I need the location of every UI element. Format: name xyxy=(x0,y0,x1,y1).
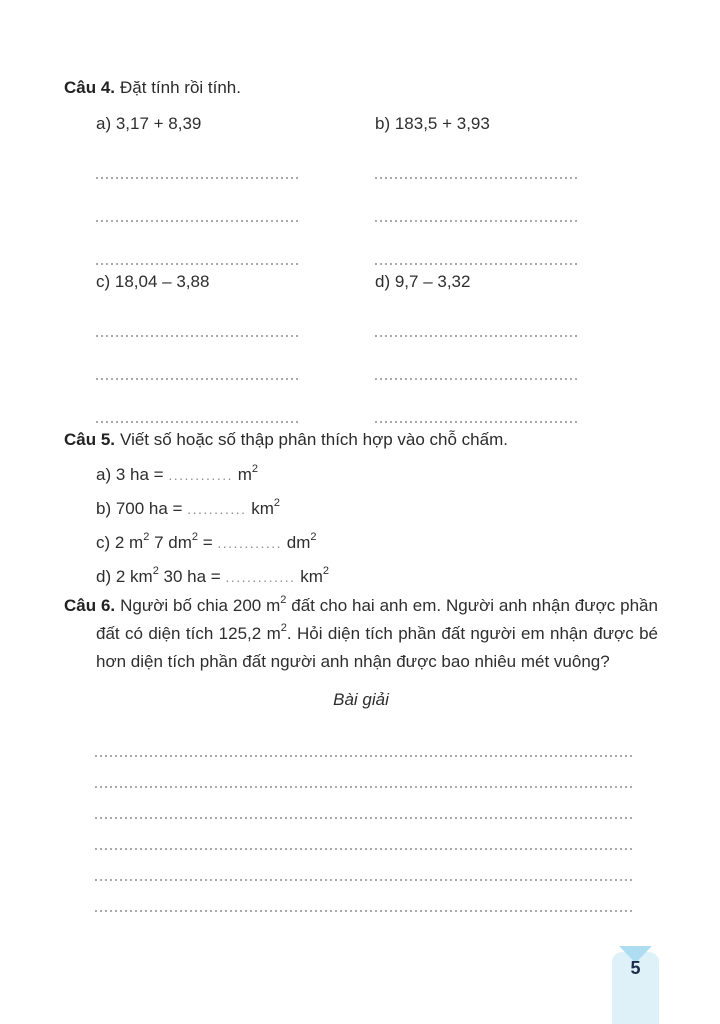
answer-dotted-line xyxy=(95,879,632,881)
answer-dotted-line xyxy=(96,177,300,179)
question-5-items xyxy=(96,458,329,594)
answer-dotted-line xyxy=(95,755,632,757)
problem-4b-expression: b) 183,5 + 3,93 xyxy=(375,114,490,133)
answer-dotted-line xyxy=(95,910,632,912)
answer-dotted-line xyxy=(95,848,632,850)
answer-dotted-line xyxy=(96,378,300,380)
solution-heading: Bài giải xyxy=(333,690,389,709)
answer-dotted-line xyxy=(95,817,632,819)
question-4-heading xyxy=(64,78,241,98)
solution-answer-area xyxy=(95,746,632,912)
question-6-paragraph xyxy=(64,592,658,676)
question-5-heading xyxy=(64,430,508,450)
question-5-item-c: c) 2 $m^2$ 7 $dm^2$ = ............ $dm^2$ xyxy=(96,531,317,552)
question-5-title: Viết số hoặc số thập phân thích hợp vào chỗ chấm. xyxy=(120,430,508,449)
answer-dotted-line xyxy=(375,220,579,222)
question-5-label: Câu 5. xyxy=(64,430,116,449)
answer-dotted-line xyxy=(375,263,579,265)
problem-4c-expression: c) 18,04 – 3,88 xyxy=(96,272,210,291)
problem-4b xyxy=(375,114,579,265)
problem-4d xyxy=(375,272,579,423)
answer-dotted-line xyxy=(375,378,579,380)
problem-4d-expression: d) 9,7 – 3,32 xyxy=(375,272,471,291)
question-6-label: Câu 6. xyxy=(64,596,116,615)
answer-dotted-line xyxy=(375,421,579,423)
answer-dotted-line xyxy=(95,786,632,788)
problem-4c xyxy=(96,272,300,423)
question-5-item-a: a) 3 ha = ............ $m^2$ xyxy=(96,463,259,484)
answer-dotted-line xyxy=(96,220,300,222)
question-4-title: Đặt tính rồi tính. xyxy=(120,78,241,97)
answer-dotted-line xyxy=(96,335,300,337)
page-number: 5 xyxy=(630,958,641,978)
answer-dotted-line xyxy=(375,177,579,179)
answer-dotted-line xyxy=(96,421,300,423)
question-4-label: Câu 4. xyxy=(64,78,116,97)
answer-dotted-line xyxy=(96,263,300,265)
problem-4a xyxy=(96,114,300,265)
question-5-item-d: d) 2 $km^2$ 30 ha = ............. $km^2$ xyxy=(96,565,330,586)
question-6-text: Người bố chia 200 $m^2$ đất cho hai anh em. Người anh nhận được phần đất có diện tích 125,2 $m^2$. Hỏi diện tích phần đất người em nhận được bé hơn diện tích phần đất người anh nhận được bao nhiêu mét vuông? xyxy=(96,594,659,671)
question-5-item-b: b) 700 ha = ........... $km^2$ xyxy=(96,497,281,518)
question-6 xyxy=(64,592,658,710)
answer-dotted-line xyxy=(375,335,579,337)
problem-4a-expression: a) 3,17 + 8,39 xyxy=(96,114,202,133)
